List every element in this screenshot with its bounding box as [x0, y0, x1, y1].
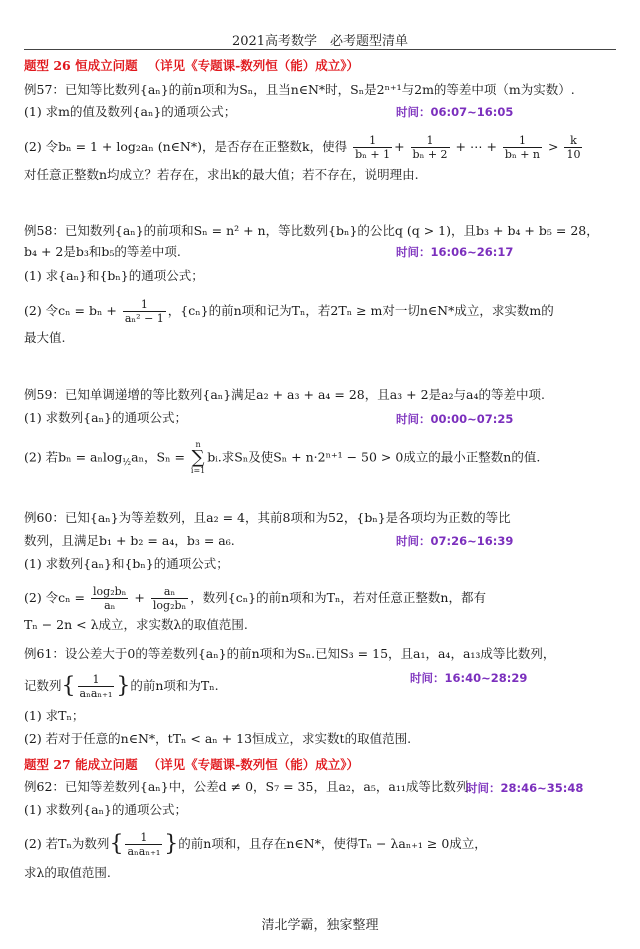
ex61-rec-post: 的前n项和为Tₙ.: [130, 678, 219, 693]
ex58-q1: (1) 求{aₙ}和{bₙ}的通项公式；: [24, 268, 204, 283]
ex62-q2-end: 求λ的取值范围.: [24, 865, 111, 880]
ex58-time: 时间：16:06~26:17: [396, 245, 514, 259]
ex57-q2-tail: 对任意正整数n均成立？若存在，求出k的最大值；若不存在，说明理由.: [24, 167, 419, 182]
section-label: 题型 26 恒成立问题: [24, 58, 138, 73]
ex60-stem: 例60：已知{aₙ}为等差数列，且a₂ = 4，其前8项和为52，{bₙ}是各项均为正数的等比: [24, 510, 511, 525]
ex60-q2-post: ，数列{cₙ}的前n项和为Tₙ，若对任意正整数n，都有: [190, 590, 486, 605]
ex62-frac: $\frac{1}{\text{aₙaₙ₊₁}}$: [127, 831, 161, 858]
ex59-log-base: ½: [122, 458, 132, 468]
ex59-q2-pre: (2) 若bₙ = aₙlog: [24, 449, 123, 465]
ex62-q2-pre: (2) 若Tₙ为数列: [24, 836, 110, 851]
ex60-frac-1: $\frac{\text{log₂bₙ}}{\text{aₙ}}$: [93, 585, 127, 612]
ex57-frac-3: $\frac{1}{\text{bₙ + n}}$: [504, 134, 541, 161]
right-brace: }: [116, 673, 131, 699]
section-label: 题型 27 能成立问题: [24, 757, 138, 772]
ex61-rec-pre: 记数列: [24, 678, 62, 693]
ex57-q1: (1) 求m的值及数列{aₙ}的通项公式；: [24, 104, 237, 119]
left-brace: {: [109, 831, 124, 857]
ex58-stem-2: b₄ + 2是b₃和b₅的等差中项.: [24, 244, 181, 259]
ex57-q2: (2) 令bₙ = 1 + log₂aₙ (n∈N*)，是否存在正整数k，使得 $\frac{1}{\text{bₙ + 1}}$ + $\frac{1}{\text{bₙ + 2}}$ + ⋯ + $\frac{1}{\text{bₙ + n}}$ > $\frac{k}{10}$: [24, 134, 581, 161]
ex61-q1: (1) 求Tₙ；: [24, 708, 85, 723]
ex60-time: 时间：07:26~16:39: [396, 534, 514, 548]
ex57-stem: 例57：已知等比数列{aₙ}的前n项和为Sₙ，且当n∈N*时，Sₙ是2ⁿ⁺¹与2m的等差中项（m为实数）.: [24, 82, 575, 97]
right-brace: }: [164, 831, 179, 857]
ex57-frac-2: $\frac{1}{\text{bₙ + 2}}$: [412, 134, 448, 161]
ex60-q2: [24, 585, 486, 612]
ex59-q2-post: bᵢ.求Sₙ及使Sₙ + n·2ⁿ⁺¹ − 50 > 0成立的最小正整数n的值.: [207, 449, 541, 465]
page-footer: 清北学霸，独家整理: [261, 918, 379, 933]
left-brace: {: [61, 673, 76, 699]
ex60-q2-pre: (2) 令cₙ =: [24, 590, 86, 605]
ex57-dots: + ⋯ +: [455, 139, 497, 154]
section-link: （详见《专题课-数列恒（能）成立》）: [147, 58, 360, 73]
ex57-time: 时间：06:07~16:05: [396, 105, 514, 119]
ex62-time: 时间：28:46~35:48: [466, 781, 584, 795]
ex58-q2: [24, 298, 554, 325]
ex58-q2-pre: (2) 令cₙ = bₙ +: [24, 303, 117, 318]
ex57-gt: >: [548, 139, 559, 154]
ex57-frac-1: $\frac{1}{\text{bₙ + 1}}$: [355, 134, 391, 161]
page-header: 2021高考数学 必考题型清单: [231, 34, 409, 49]
ex59-stem: 例59：已知单调递增的等比数列{aₙ}满足a₂ + a₃ + a₄ = 28，且a₃ + 2是a₂与a₄的等差中项.: [24, 387, 545, 402]
section-heading-26: [24, 56, 359, 74]
ex57-frac-4: $\frac{k}{10}$: [566, 134, 581, 161]
ex60-q1: (1) 求数列{aₙ}和{bₙ}的通项公式；: [24, 556, 229, 571]
section-link: （详见《专题课-数列恒（能）成立》）: [147, 757, 360, 772]
ex60-plus: +: [134, 590, 145, 605]
ex61-frac: $\frac{1}{\text{aₙaₙ₊₁}}$: [79, 673, 113, 700]
ex61-time: 时间：16:40~28:29: [410, 671, 528, 685]
ex60-frac-2: $\frac{\text{aₙ}}{\text{log₂bₙ}}$: [152, 585, 187, 612]
ex62-q2-post: 的前n项和，且存在n∈N*，使得Tₙ − λaₙ₊₁ ≥ 0成立，: [178, 836, 487, 851]
ex58-frac: $\frac{1}{\text{aₙ² − 1}}$: [124, 298, 164, 325]
ex62-stem: 例62：已知等差数列{aₙ}中，公差d ≠ 0，S₇ = 35，且a₂，a₅，a₁₁成等比数列.: [24, 779, 473, 794]
header-divider: [24, 49, 616, 50]
section-heading-27: [24, 755, 359, 773]
ex60-stem-2: 数列，且满足b₁ + b₂ = a₄，b₃ = a₆.: [24, 533, 235, 548]
ex59-q1: (1) 求数列{aₙ}的通项公式；: [24, 410, 187, 425]
ex59-q2: [24, 441, 540, 475]
ex57-q2-pre: (2) 令bₙ = 1 + log₂aₙ (n∈N*)，是否存在正整数k，使得: [24, 139, 348, 154]
ex58-stem: 例58：已知数列{aₙ}的前项和Sₙ = n² + n，等比数列{bₙ}的公比q (q > 1)，且b₃ + b₄ + b₅ = 28，: [24, 223, 599, 238]
ex62-q2: [24, 831, 487, 858]
ex58-q2-end: 最大值.: [24, 330, 66, 345]
ex62-q1: (1) 求数列{aₙ}的通项公式；: [24, 802, 187, 817]
ex61-record: [24, 673, 219, 700]
ex59-q2-mid: aₙ，Sₙ =: [131, 449, 185, 465]
ex61-q2: (2) 若对于任意的n∈N*，tTₙ < aₙ + 13恒成立，求实数t的取值范围.: [24, 731, 412, 746]
ex60-q2-end: Tₙ − 2n < λ成立，求实数λ的取值范围.: [24, 617, 248, 632]
ex59-sum: n ∑ i=1: [190, 440, 206, 475]
ex58-q2-post: ，{cₙ}的前n项和记为Tₙ，若2Tₙ ≥ m对一切n∈N*成立，求实数m的: [167, 303, 554, 318]
ex59-time: 时间：00:00~07:25: [396, 412, 514, 426]
ex61-stem: 例61：设公差大于0的等差数列{aₙ}的前n项和为Sₙ.已知S₃ = 15，且a₁，a₄，a₁₃成等比数列，: [24, 646, 556, 661]
